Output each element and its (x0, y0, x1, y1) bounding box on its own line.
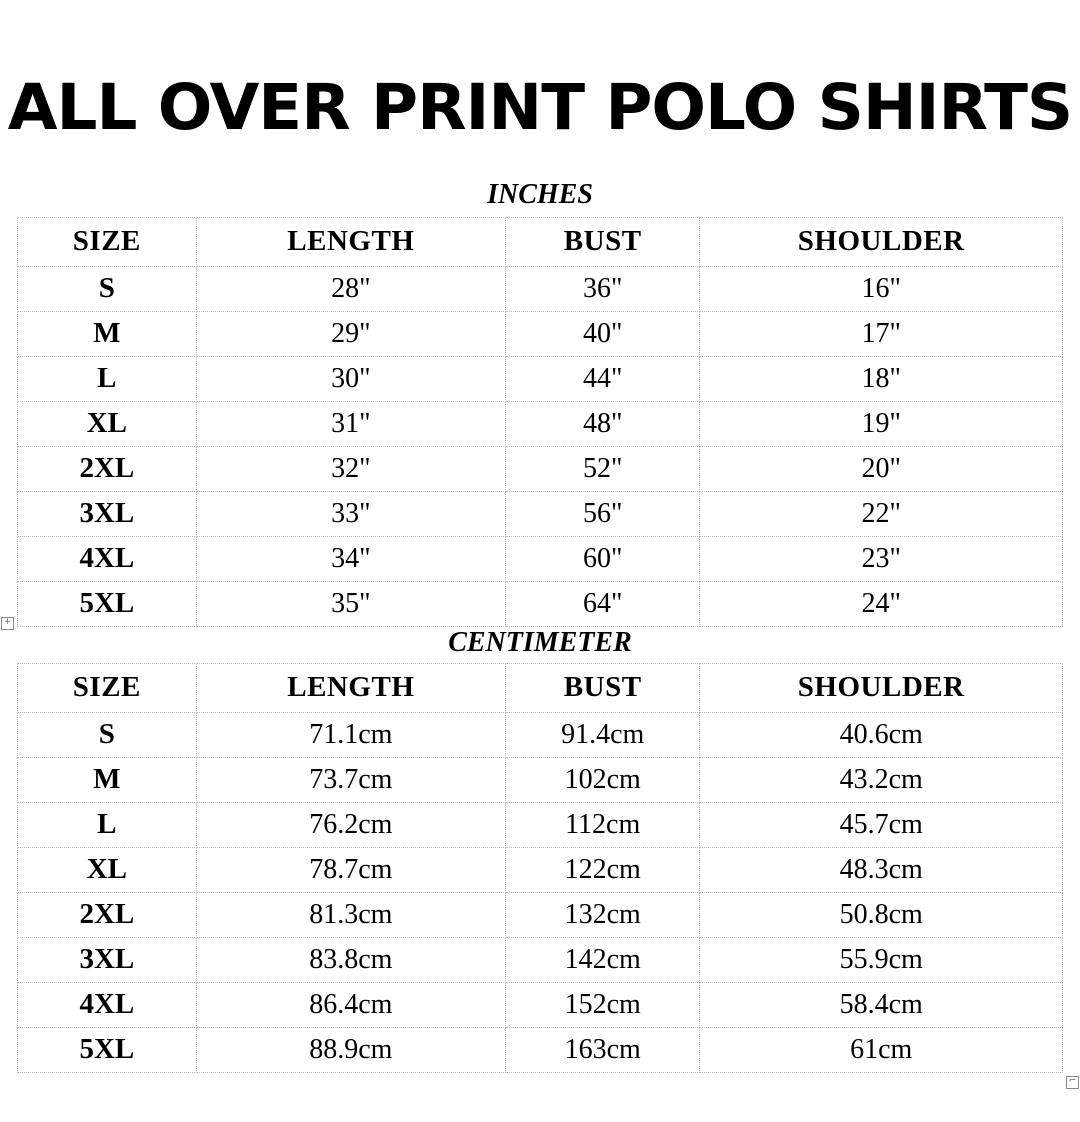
size-chart-page (0, 42, 1080, 1122)
cell-bust: 48" (506, 402, 700, 447)
cell-bust: 122cm (506, 848, 700, 893)
table-row (18, 267, 1063, 312)
cell-size: S (18, 267, 197, 312)
cell-size: 4XL (18, 537, 197, 582)
cell-length: 28" (196, 267, 505, 312)
cell-bust: 142cm (506, 938, 700, 983)
cell-shoulder: 40.6cm (700, 713, 1063, 758)
table-row (18, 893, 1063, 938)
cell-shoulder: 23" (700, 537, 1063, 582)
cell-bust: 40" (506, 312, 700, 357)
size-table-centimeter (17, 663, 1063, 1073)
cell-bust: 132cm (506, 893, 700, 938)
cell-length: 76.2cm (196, 803, 505, 848)
table-row (18, 1028, 1063, 1073)
table-row (18, 357, 1063, 402)
cell-size: L (18, 357, 197, 402)
cell-shoulder: 50.8cm (700, 893, 1063, 938)
cell-shoulder: 24" (700, 582, 1063, 627)
cell-length: 33" (196, 492, 505, 537)
inches-table-wrapper (17, 217, 1063, 627)
table-row (18, 938, 1063, 983)
cell-size: 2XL (18, 447, 197, 492)
cell-shoulder: 16" (700, 267, 1063, 312)
cell-length: 81.3cm (196, 893, 505, 938)
centimeter-table-body (18, 713, 1063, 1073)
cell-bust: 112cm (506, 803, 700, 848)
resize-handle-icon[interactable]: ⌐ (1066, 1076, 1079, 1089)
cell-bust: 91.4cm (506, 713, 700, 758)
cell-shoulder: 55.9cm (700, 938, 1063, 983)
inches-table-body (18, 267, 1063, 627)
column-header-length: LENGTH (196, 664, 505, 713)
cell-length: 78.7cm (196, 848, 505, 893)
table-row (18, 758, 1063, 803)
table-row (18, 848, 1063, 893)
centimeter-table-header (18, 664, 1063, 713)
cell-bust: 52" (506, 447, 700, 492)
move-handle-icon[interactable]: + (1, 617, 14, 630)
column-header-bust: BUST (506, 218, 700, 267)
bottom-spacer (0, 1073, 1080, 1081)
cell-shoulder: 58.4cm (700, 983, 1063, 1028)
table-row (18, 447, 1063, 492)
cell-size: 4XL (18, 983, 197, 1028)
table-row (18, 537, 1063, 582)
cell-shoulder: 19" (700, 402, 1063, 447)
page-title: ALL OVER PRINT POLO SHIRTS (7, 71, 1073, 145)
cell-size: M (18, 758, 197, 803)
table-row (18, 803, 1063, 848)
cell-bust: 163cm (506, 1028, 700, 1073)
table-row (18, 713, 1063, 758)
table-row (18, 402, 1063, 447)
unit-label-centimeter: CENTIMETER (448, 627, 632, 659)
cell-bust: 60" (506, 537, 700, 582)
column-header-bust: BUST (506, 664, 700, 713)
cell-shoulder: 48.3cm (700, 848, 1063, 893)
cell-length: 83.8cm (196, 938, 505, 983)
cell-length: 31" (196, 402, 505, 447)
cell-bust: 102cm (506, 758, 700, 803)
cell-shoulder: 61cm (700, 1028, 1063, 1073)
cell-size: 5XL (18, 582, 197, 627)
unit-label-inches: INCHES (487, 179, 593, 211)
cell-shoulder: 18" (700, 357, 1063, 402)
cell-length: 71.1cm (196, 713, 505, 758)
column-header-length: LENGTH (196, 218, 505, 267)
table-row (18, 983, 1063, 1028)
cell-bust: 36" (506, 267, 700, 312)
cell-size: S (18, 713, 197, 758)
cell-size: 2XL (18, 893, 197, 938)
cell-bust: 64" (506, 582, 700, 627)
cell-shoulder: 43.2cm (700, 758, 1063, 803)
size-table-inches (17, 217, 1063, 627)
cell-size: 5XL (18, 1028, 197, 1073)
cell-shoulder: 45.7cm (700, 803, 1063, 848)
cell-shoulder: 22" (700, 492, 1063, 537)
cell-length: 32" (196, 447, 505, 492)
cell-size: 3XL (18, 492, 197, 537)
cell-length: 30" (196, 357, 505, 402)
table-row (18, 582, 1063, 627)
column-header-size: SIZE (18, 218, 197, 267)
cell-size: L (18, 803, 197, 848)
table-header-row (18, 664, 1063, 713)
table-header-row (18, 218, 1063, 267)
cell-length: 73.7cm (196, 758, 505, 803)
column-header-shoulder: SHOULDER (700, 664, 1063, 713)
table-row (18, 312, 1063, 357)
cell-size: 3XL (18, 938, 197, 983)
cell-length: 35" (196, 582, 505, 627)
cell-size: M (18, 312, 197, 357)
column-header-shoulder: SHOULDER (700, 218, 1063, 267)
cell-shoulder: 20" (700, 447, 1063, 492)
cell-shoulder: 17" (700, 312, 1063, 357)
cell-bust: 152cm (506, 983, 700, 1028)
cell-bust: 44" (506, 357, 700, 402)
cell-length: 34" (196, 537, 505, 582)
cell-bust: 56" (506, 492, 700, 537)
cell-size: XL (18, 848, 197, 893)
table-row (18, 492, 1063, 537)
inches-table-header (18, 218, 1063, 267)
cell-length: 88.9cm (196, 1028, 505, 1073)
column-header-size: SIZE (18, 664, 197, 713)
cell-length: 86.4cm (196, 983, 505, 1028)
cell-size: XL (18, 402, 197, 447)
cell-length: 29" (196, 312, 505, 357)
